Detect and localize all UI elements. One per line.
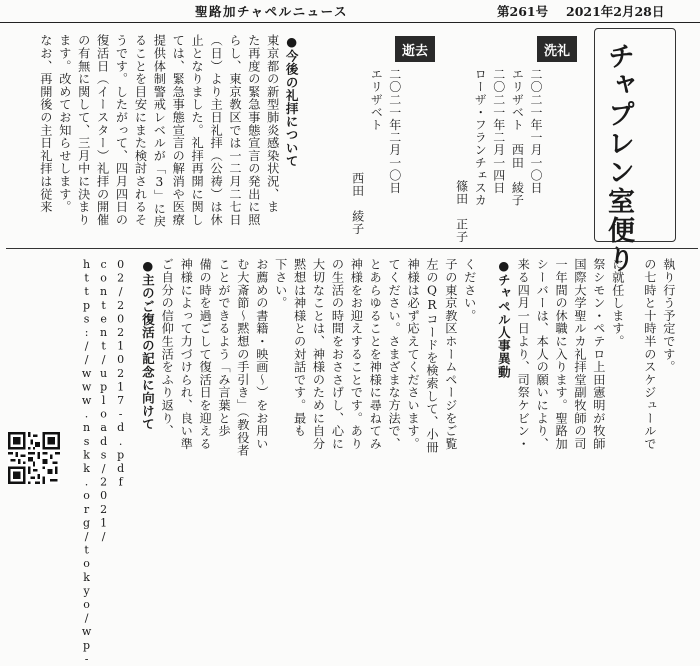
baptism-line: 篠田 正子 <box>454 180 469 243</box>
easter-line: お薦めの書籍・映画〜）をお用い <box>254 258 269 450</box>
easter-line: 下さい。 <box>273 258 288 310</box>
worship-heading: ●今後の礼拝について <box>282 34 301 246</box>
worship-line: らし、東京教区では一二月二七日 <box>227 34 242 226</box>
baptism-label <box>537 36 577 62</box>
easter-line: 備の時を過ごして復活日を迎える <box>198 258 213 450</box>
section-divider <box>6 248 698 249</box>
personnel-line: 一年間の休職に入ります。聖路加 <box>554 258 569 450</box>
easter-line: 大切なことは、神様のために自分 <box>311 258 326 450</box>
issue-number: 第261号 <box>497 4 549 19</box>
worship-line: ては、緊急事態宣言の解消や医療 <box>171 34 186 226</box>
easter-heading: ●主のご復活の記念に向けて <box>138 258 157 508</box>
easter-line: ください。 <box>462 258 477 322</box>
personnel-heading: ●チャペル人事異動 <box>494 258 513 508</box>
continued-line: 執り行う予定です。 <box>661 258 676 374</box>
baptism-record <box>452 68 545 244</box>
worship-continued <box>640 258 678 508</box>
personnel-line: 祭シモン・ペテロ上田憲明が牧師 <box>591 258 606 450</box>
baptism-line: ローザ・フランチェスカ <box>473 68 488 207</box>
easter-line: 子の東京教区ホームページをご覧 <box>443 258 458 450</box>
page-title: チャプレン室便り <box>603 42 634 274</box>
easter-line: 神様をお迎えすることです。あり <box>349 258 364 450</box>
worship-line: （日）より主日礼拝（公祷）は休 <box>209 34 224 226</box>
personnel-section <box>494 258 627 508</box>
bottom-text <box>78 258 129 666</box>
personnel-line: シーバーは、本人の願いにより、 <box>535 258 550 450</box>
easter-line: 神様によって力づけられ、良い準 <box>179 258 194 450</box>
worship-line: 東京都の新型肺炎感染状況、ま <box>265 34 280 214</box>
worship-line: 止となりました。礼拝再開に関し <box>190 34 205 226</box>
easter-url[interactable]: 02/20210217-d.pdf <box>114 258 128 490</box>
worship-line: ます。改めてお知らせします。 <box>57 34 72 214</box>
baptism-line: 二〇二一年一月一〇日 <box>528 68 543 194</box>
worship-line: 提供体制警戒レベルが「3」に戻 <box>152 34 167 228</box>
continued-line: の七時と十時半のスケジュールで <box>642 258 657 450</box>
personnel-line: に就任します。 <box>610 258 625 348</box>
baptism-heading: 洗礼 <box>543 43 570 59</box>
easter-line: ことができるよう「み言葉と歩 <box>217 258 231 438</box>
worship-line: なお、再開後の主日礼拝は従来 <box>38 34 53 214</box>
worship-line: ることを目安にまた検討されるそ <box>133 34 148 226</box>
bullet-icon: ● <box>496 258 512 274</box>
bullet-icon: ● <box>140 258 156 274</box>
easter-line: 左のQRコードを検索して、小冊 <box>424 258 439 454</box>
death-heading: 逝去 <box>401 43 428 59</box>
worship-notice <box>36 34 301 246</box>
worship-line: の有無に関して、三月中に決まり <box>76 34 91 226</box>
easter-url[interactable]: content/uploads/2021/ <box>97 258 111 544</box>
baptism-line: エリザベト 西田 綾子 <box>510 68 525 207</box>
death-line: 西田 綾子 <box>350 172 365 235</box>
worship-line: うです。したがって、四月四日の <box>114 34 129 226</box>
death-record <box>348 68 404 244</box>
easter-line: ご自分の信仰生活をふり返り、 <box>160 258 175 438</box>
personnel-line: 国際大学聖ルカ礼拝堂副牧師の司 <box>573 258 587 450</box>
bullet-icon: ● <box>284 34 300 50</box>
qr-code-graphic <box>8 432 60 484</box>
worship-line: た再度の緊急事態宣言の発出に照 <box>246 34 261 226</box>
issue-date: 2021年2月28日 <box>566 4 665 19</box>
easter-line: む大斎節〜黙想の手引き」（教役者 <box>235 258 250 457</box>
newsletter-header <box>0 0 700 23</box>
easter-line: てください。さまざまな方法で、 <box>387 258 402 450</box>
qr-code-icon[interactable] <box>8 432 60 484</box>
easter-section <box>138 258 479 508</box>
baptism-line: 二〇二一年二月一四日 <box>491 68 506 194</box>
death-label <box>395 36 435 62</box>
easter-line: とあらゆることを神様に尋ねてみ <box>368 258 383 450</box>
easter-line: 黙想は神様との対話です。最も <box>292 258 307 438</box>
newsletter-name: 聖路加チャペルニュース <box>195 4 349 19</box>
death-line: エリザベト <box>369 68 384 131</box>
death-line: 二〇二一年二月一〇日 <box>387 68 402 194</box>
personnel-line: 来る四月一日より、司祭ケビン・ <box>516 258 531 450</box>
easter-url[interactable]: https://www.nskk.org/tokyo/wp- <box>80 258 94 666</box>
easter-line: の生活の時間をおささげし、心に <box>330 258 345 450</box>
easter-line: 神様は必ず応えてくださいます。 <box>406 258 421 450</box>
worship-line: 復活日（イースター）礼拝の開催 <box>95 34 110 226</box>
